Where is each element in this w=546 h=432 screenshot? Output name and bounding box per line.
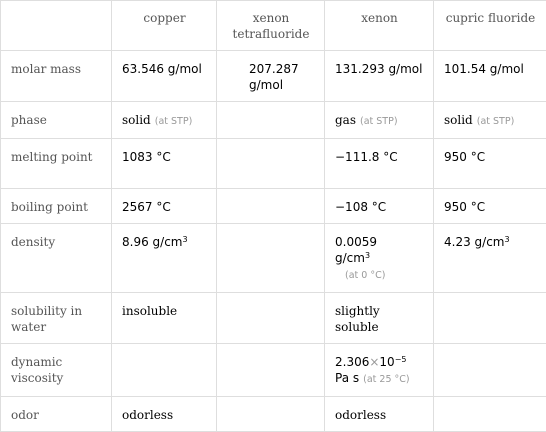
cell-xenon-molar-mass: 131.293 g/mol [325,51,434,102]
xenon-viscosity-exponent: −5 [395,355,407,364]
header-cupric-fluoride: cupric fluoride [434,1,546,51]
xenon-density-note: (at 0 °C) [345,268,424,284]
cupric-fluoride-density-value: 4.23 g/cm [444,235,504,249]
cell-xenon-tetrafluoride-odor [217,397,325,432]
cell-cupric-fluoride-melting-point: 950 °C [434,139,546,189]
copper-phase-note: (at STP) [155,116,193,127]
xenon-density-exponent: 3 [365,251,370,260]
header-row [1,1,546,51]
xenon-viscosity-mantissa: 2.306 [335,355,369,369]
table-row-boiling-point [1,189,546,224]
copper-density-value: 8.96 g/cm [122,235,182,249]
header-xenon-tetrafluoride: xenon tetrafluoride [217,1,325,51]
xenon-viscosity-note: (at 25 °C) [363,374,409,385]
header-xenon: xenon [325,1,434,51]
cell-cupric-fluoride-solubility [434,293,546,344]
copper-phase-value: solid [122,113,151,127]
cell-copper-boiling-point: 2567 °C [112,189,217,224]
cell-xenon-phase [325,102,434,139]
table-row-melting-point [1,139,546,189]
cell-xenon-tetrafluoride-molar-mass: 207.287 g/mol [217,51,325,102]
cell-xenon-tetrafluoride-boiling-point [217,189,325,224]
cell-xenon-tetrafluoride-melting-point [217,139,325,189]
xenon-density-value: 0.0059 [335,235,377,249]
cell-cupric-fluoride-phase [434,102,546,139]
header-corner [1,1,112,51]
table-row-solubility [1,293,546,344]
cell-copper-melting-point: 1083 °C [112,139,217,189]
table-row-density [1,224,546,293]
cell-cupric-fluoride-density [434,224,546,293]
cell-copper-solubility: insoluble [112,293,217,344]
row-label-phase: phase [1,102,112,139]
cell-copper-density [112,224,217,293]
cell-xenon-boiling-point: −108 °C [325,189,434,224]
copper-density-exponent: 3 [182,235,187,244]
row-label-odor: odor [1,397,112,432]
row-label-melting-point: melting point [1,139,112,189]
cell-copper-odor: odorless [112,397,217,432]
cupric-fluoride-phase-note: (at STP) [477,116,515,127]
table-row-phase [1,102,546,139]
xenon-phase-note: (at STP) [360,116,398,127]
row-label-solubility: solubility in water [1,293,112,344]
xenon-phase-value: gas [335,113,356,127]
cell-cupric-fluoride-boiling-point: 950 °C [434,189,546,224]
row-label-density: density [1,224,112,293]
xenon-viscosity-base: 10 [379,355,394,369]
cell-xenon-density [325,224,434,293]
cell-copper-molar-mass: 63.546 g/mol [112,51,217,102]
cell-cupric-fluoride-odor [434,397,546,432]
table-row-odor [1,397,546,432]
cell-xenon-tetrafluoride-viscosity [217,344,325,397]
cupric-fluoride-density-exponent: 3 [504,235,509,244]
cell-xenon-melting-point: −111.8 °C [325,139,434,189]
table-row-molar-mass [1,51,546,102]
cell-xenon-tetrafluoride-phase [217,102,325,139]
cupric-fluoride-phase-value: solid [444,113,473,127]
cell-cupric-fluoride-viscosity [434,344,546,397]
xenon-viscosity-unit: Pa s [335,371,359,385]
row-label-boiling-point: boiling point [1,189,112,224]
cell-xenon-solubility: slightly soluble [325,293,434,344]
table-row-viscosity [1,344,546,397]
header-copper: copper [112,1,217,51]
cell-cupric-fluoride-molar-mass: 101.54 g/mol [434,51,546,102]
xenon-viscosity-times: × [369,355,379,369]
row-label-molar-mass: molar mass [1,51,112,102]
xenon-density-unit: g/cm [335,251,365,265]
cell-copper-phase [112,102,217,139]
cell-copper-viscosity [112,344,217,397]
cell-xenon-tetrafluoride-solubility [217,293,325,344]
cell-xenon-viscosity [325,344,434,397]
row-label-viscosity: dynamic viscosity [1,344,112,397]
cell-xenon-tetrafluoride-density [217,224,325,293]
cell-xenon-odor: odorless [325,397,434,432]
